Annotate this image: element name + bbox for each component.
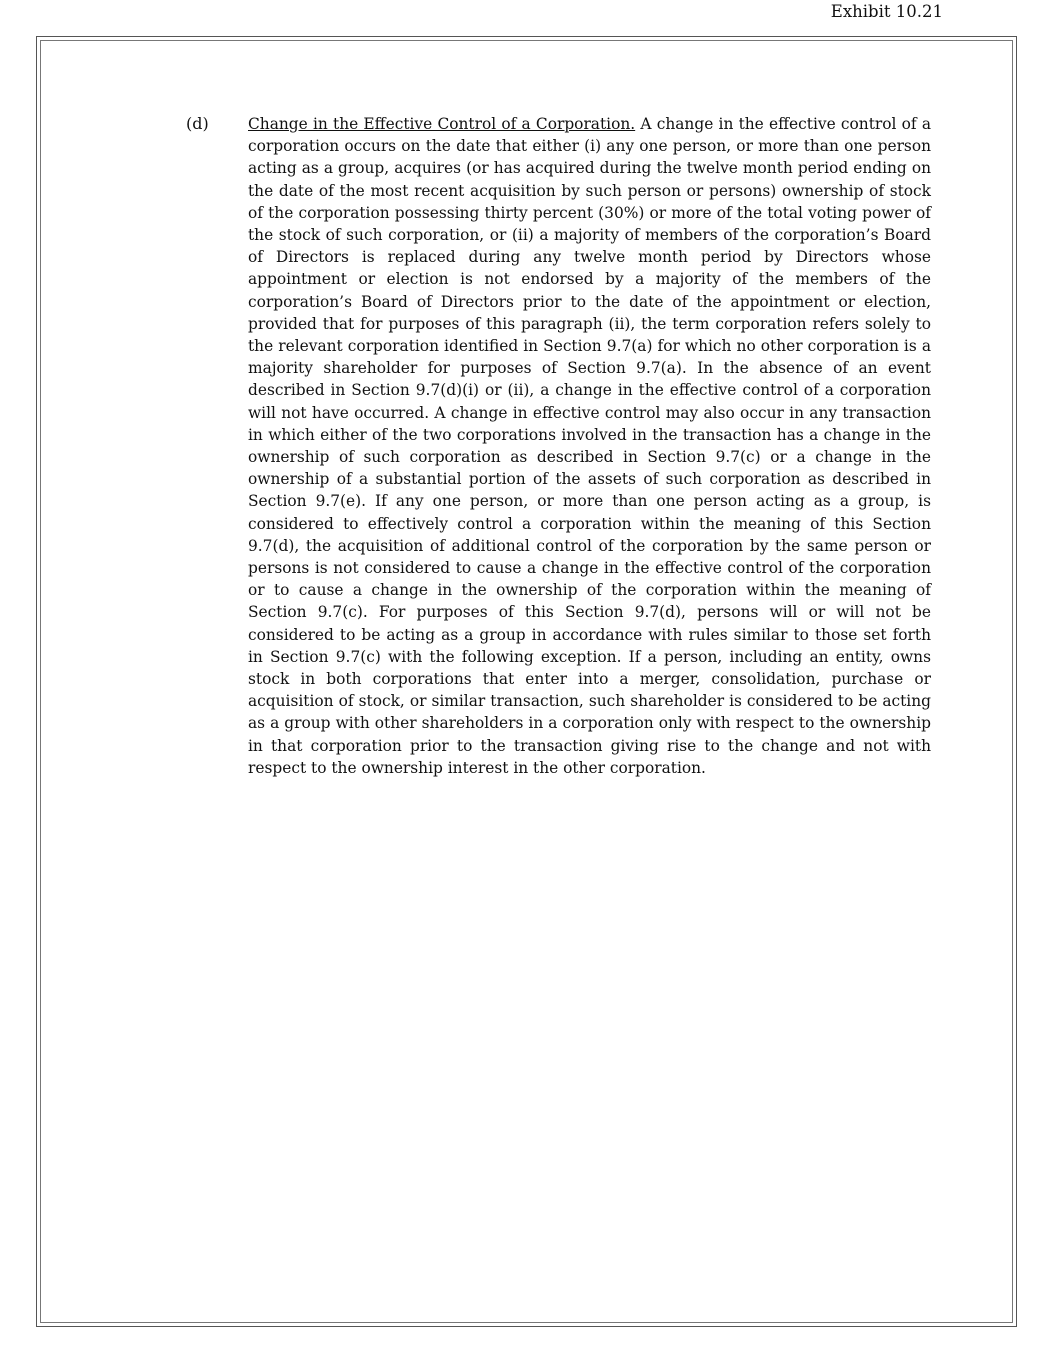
- section-paragraph: [248, 113, 931, 779]
- section-heading: Change in the Effective Control of a Corporation.: [248, 115, 636, 133]
- exhibit-label: Exhibit 10.21: [830, 2, 943, 21]
- section-body-text: A change in the effective control of a corporation occurs on the date that either (i) any one person, or more than one person acting as a group, acquires (or has acquired during the twelve month period ending on the date of the most recent acquisition by such person or persons) ownership of stock of the corporation possessing thirty percent (30%) or more of the total voting power of the stock of such corporation, or (ii) a majority of members of the corporation’s Board of Directors is replaced during any twelve month period by Directors whose appointment or election is not endorsed by a majority of the members of the corporation’s Board of Directors prior to the date of the appointment or election, provided that for purposes of this paragraph (ii), the term corporation refers solely to the relevant corporation identified in Section 9.7(a) for which no other corporation is a majority shareholder for purposes of Section 9.7(a). In the absence of an event described in Section 9.7(d)(i) or (ii), a change in the effective control of a corporation will not have occurred. A change in effective control may also occur in any transaction in which either of the two corporations involved in the transaction has a change in the ownership of such corporation as described in Section 9.7(c) or a change in the ownership of a substantial portion of the assets of such corporation as described in Section 9.7(e). If any one person, or more than one person acting as a group, is considered to effectively control a corporation within the meaning of this Section 9.7(d), the acquisition of additional control of the corporation by the same person or persons is not considered to cause a change in the effective control of the corporation or to cause a change in the ownership of the corporation within the meaning of Section 9.7(c). For purposes of this Section 9.7(d), persons will or will not be considered to be acting as a group in accordance with rules similar to those set forth in Section 9.7(c) with the following exception. If a person, including an entity, owns stock in both corporations that enter into a merger, consolidation, purchase or acquisition of stock, or similar transaction, such shareholder is considered to be acting as a group with other shareholders in a corporation only with respect to the ownership in that corporation prior to the transaction giving rise to the change and not with respect to the ownership interest in the other corporation.: [248, 115, 931, 777]
- section-label: (d): [186, 114, 209, 133]
